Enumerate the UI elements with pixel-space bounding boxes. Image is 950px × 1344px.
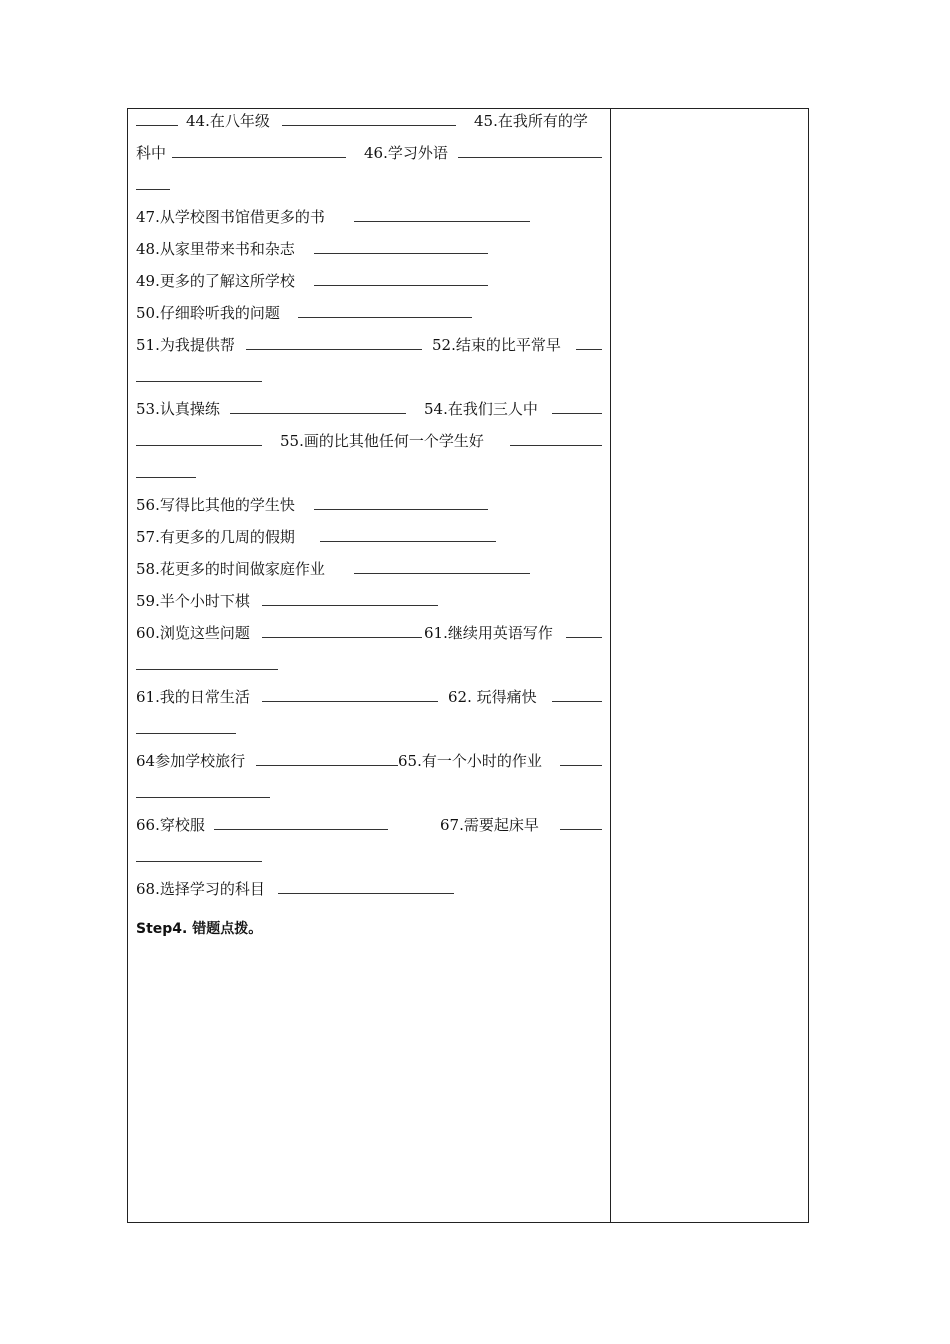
answer-blank[interactable]	[262, 637, 422, 638]
answer-blank[interactable]	[136, 381, 262, 382]
exercise-item: 67.需要起床早	[440, 816, 539, 834]
answer-blank[interactable]	[262, 605, 438, 606]
answer-blank[interactable]	[354, 573, 530, 574]
exercise-line	[136, 462, 606, 494]
answer-blank[interactable]	[552, 701, 602, 702]
answer-blank[interactable]	[230, 413, 406, 414]
answer-blank[interactable]	[136, 189, 170, 190]
exercise-item: 55.画的比其他任何一个学生好	[280, 432, 484, 450]
step4-heading: Step4. 错题点拨。	[136, 921, 263, 937]
exercise-item: 65.有一个小时的作业	[398, 752, 542, 770]
exercise-line	[136, 686, 606, 718]
answer-blank[interactable]	[282, 125, 456, 126]
exercise-item: 46.学习外语	[364, 144, 448, 162]
answer-blank[interactable]	[314, 285, 488, 286]
exercise-line	[136, 110, 606, 142]
exercise-line	[136, 302, 606, 334]
exercise-line	[136, 814, 606, 846]
exercise-item: 53.认真操练	[136, 400, 220, 418]
answer-blank[interactable]	[136, 125, 178, 126]
exercise-line	[136, 334, 606, 366]
answer-blank[interactable]	[136, 445, 262, 446]
exercise-line	[136, 846, 606, 878]
answer-blank[interactable]	[136, 733, 236, 734]
exercise-item: 56.写得比其他的学生快	[136, 496, 295, 514]
exercise-line	[136, 206, 606, 238]
answer-blank[interactable]	[246, 349, 422, 350]
exercise-line	[136, 782, 606, 814]
exercise-line	[136, 654, 606, 686]
exercise-item: 62. 玩得痛快	[448, 688, 537, 706]
exercise-item: 47.从学校图书馆借更多的书	[136, 208, 325, 226]
exercise-item: 58.花更多的时间做家庭作业	[136, 560, 325, 578]
answer-blank[interactable]	[136, 669, 278, 670]
exercise-item: 59.半个小时下棋	[136, 592, 250, 610]
answer-blank[interactable]	[354, 221, 530, 222]
exercise-item: 49.更多的了解这所学校	[136, 272, 295, 290]
answer-blank[interactable]	[214, 829, 388, 830]
exercise-line	[136, 494, 606, 526]
answer-blank[interactable]	[566, 637, 602, 638]
exercise-item: 50.仔细聆听我的问题	[136, 304, 280, 322]
answer-blank[interactable]	[278, 893, 454, 894]
exercise-line	[136, 878, 606, 910]
answer-blank[interactable]	[560, 829, 602, 830]
exercise-line	[136, 750, 606, 782]
answer-blank[interactable]	[458, 157, 602, 158]
exercise-line	[136, 398, 606, 430]
exercise-item: 48.从家里带来书和杂志	[136, 240, 295, 258]
answer-blank[interactable]	[298, 317, 472, 318]
exercise-line	[136, 430, 606, 462]
answer-blank[interactable]	[172, 157, 346, 158]
exercise-item: 64参加学校旅行	[136, 752, 246, 770]
exercise-item: 54.在我们三人中	[424, 400, 538, 418]
exercise-item: 51.为我提供帮	[136, 336, 235, 354]
exercise-item: 68.选择学习的科目	[136, 880, 265, 898]
answer-blank[interactable]	[256, 765, 398, 766]
exercise-content	[136, 110, 606, 950]
exercise-line	[136, 366, 606, 398]
exercise-item: 科中	[136, 144, 167, 162]
answer-blank[interactable]	[510, 445, 602, 446]
exercise-line	[136, 558, 606, 590]
answer-blank[interactable]	[560, 765, 602, 766]
answer-blank[interactable]	[136, 477, 196, 478]
exercise-line	[136, 718, 606, 750]
exercise-item: 44.在八年级	[186, 112, 270, 130]
exercise-item: 45.在我所有的学	[474, 112, 588, 130]
exercise-line	[136, 622, 606, 654]
answer-blank[interactable]	[136, 861, 262, 862]
exercise-line	[136, 270, 606, 302]
answer-blank[interactable]	[320, 541, 496, 542]
exercise-item: 66.穿校服	[136, 816, 205, 834]
answer-blank[interactable]	[552, 413, 602, 414]
answer-blank[interactable]	[136, 797, 270, 798]
exercise-line	[136, 238, 606, 270]
exercise-item: 57.有更多的几周的假期	[136, 528, 295, 546]
exercise-line	[136, 142, 606, 174]
exercise-item: 52.结束的比平常早	[432, 336, 561, 354]
exercise-item: 61.我的日常生活	[136, 688, 250, 706]
answer-blank[interactable]	[314, 509, 488, 510]
answer-blank[interactable]	[262, 701, 438, 702]
exercise-line	[136, 526, 606, 558]
exercise-line	[136, 174, 606, 206]
answer-blank[interactable]	[576, 349, 602, 350]
exercise-line	[136, 590, 606, 622]
exercise-item: 60.浏览这些问题	[136, 624, 250, 642]
exercise-item: 61.继续用英语写作	[424, 624, 553, 642]
exercise-line	[136, 910, 606, 950]
notes-cell	[611, 109, 808, 1222]
answer-blank[interactable]	[314, 253, 488, 254]
